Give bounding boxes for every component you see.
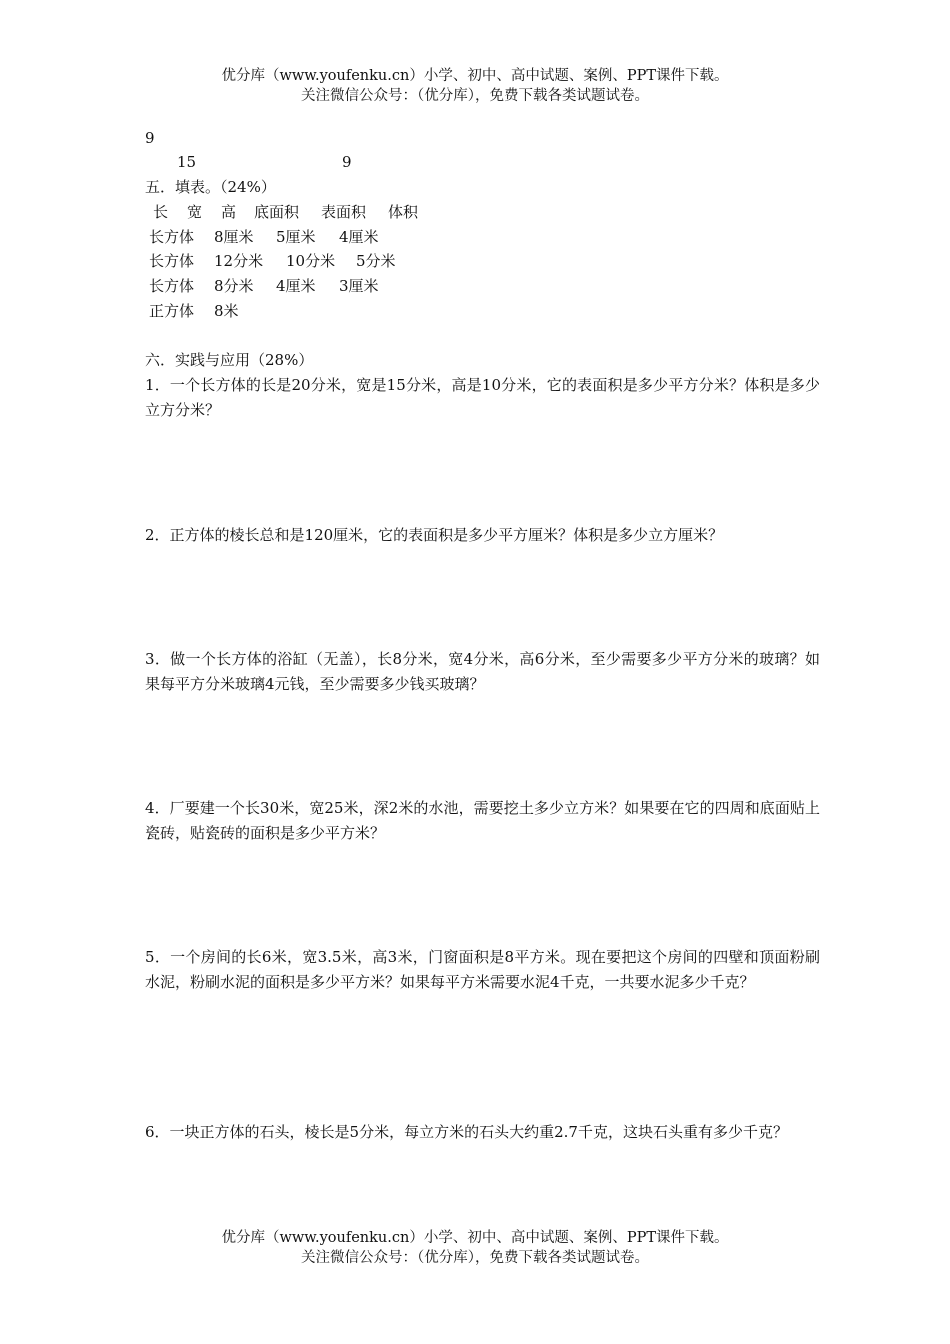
table-header-cell: 宽 xyxy=(187,203,203,221)
table-header-cell: 底面积 xyxy=(254,203,300,221)
table-cell: 4厘米 xyxy=(339,228,379,246)
table-cell: 长方体 xyxy=(149,252,195,270)
section-5-title: 五．填表。（24%） xyxy=(145,178,276,196)
table-cell: 5分米 xyxy=(356,252,396,270)
footer-line-2: 关注微信公众号：（优分库），免费下载各类试题试卷。 xyxy=(301,1250,649,1266)
fragment-number: 9 xyxy=(342,153,352,171)
table-header-cell: 长 xyxy=(153,203,169,221)
section-6-title: 六．实践与应用（28%） xyxy=(145,351,314,369)
header-line-1: 优分库（www.youfenku.cn）小学、初中、高中试题、案例、PPT课件下载。 xyxy=(221,68,729,84)
table-header-cell: 高 xyxy=(221,203,237,221)
table-cell: 8厘米 xyxy=(214,228,254,246)
question-5: 5．一个房间的长6米，宽3.5米，高3米，门窗面积是8平方米。现在要把这个房间的四壁和顶面粉刷水泥，粉刷水泥的面积是多少平方米？如果每平方米需要水泥4千克，一共要水泥多少千克？ xyxy=(145,948,820,991)
question-4: 4．厂要建一个长30米，宽25米，深2米的水池，需要挖土多少立方米？如果要在它的四周和底面贴上瓷砖，贴瓷砖的面积是多少平方米？ xyxy=(145,799,820,842)
table-cell: 8米 xyxy=(214,302,239,320)
table-cell: 正方体 xyxy=(149,302,195,320)
question-3: 3．做一个长方体的浴缸（无盖），长8分米，宽4分米，高6分米，至少需要多少平方分米的玻璃？如果每平方分米玻璃4元钱，至少需要多少钱买玻璃？ xyxy=(145,650,820,693)
fragment-number: 15 xyxy=(177,153,197,171)
question-1: 1．一个长方体的长是20分米，宽是15分米，高是10分米，它的表面积是多少平方分米？体积是多少立方分米？ xyxy=(145,376,820,419)
footer-line-1: 优分库（www.youfenku.cn）小学、初中、高中试题、案例、PPT课件下载。 xyxy=(221,1230,729,1246)
question-2: 2．正方体的棱长总和是120厘米，它的表面积是多少平方厘米？体积是多少立方厘米？ xyxy=(145,526,724,544)
table-cell: 长方体 xyxy=(149,228,195,246)
table-cell: 3厘米 xyxy=(339,277,379,295)
table-header-cell: 体积 xyxy=(388,203,419,221)
question-6: 6．一块正方体的石头，棱长是5分米，每立方米的石头大约重2.7千克，这块石头重有多少千克？ xyxy=(145,1123,788,1141)
fragment-number: 9 xyxy=(145,129,155,147)
table-cell: 8分米 xyxy=(214,277,254,295)
table-cell: 4厘米 xyxy=(276,277,316,295)
header-line-2: 关注微信公众号：（优分库），免费下载各类试题试卷。 xyxy=(301,88,649,104)
table-header-cell: 表面积 xyxy=(321,203,367,221)
table-cell: 长方体 xyxy=(149,277,195,295)
table-cell: 12分米 xyxy=(214,252,264,270)
table-cell: 5厘米 xyxy=(276,228,316,246)
table-cell: 10分米 xyxy=(286,252,336,270)
